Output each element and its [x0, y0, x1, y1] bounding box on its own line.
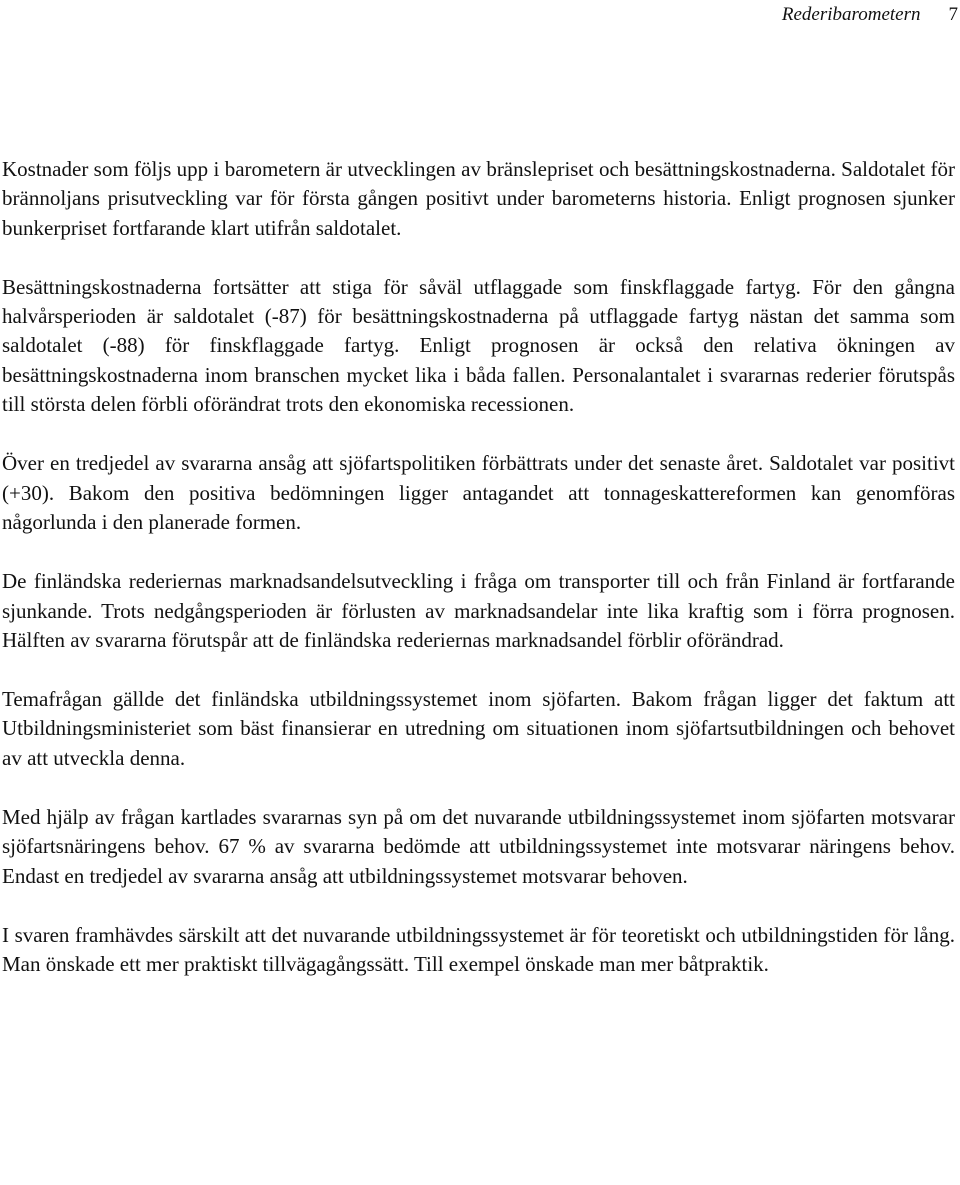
- page-header: [782, 0, 960, 30]
- paragraph-education-feedback: I svaren framhävdes särskilt att det nuvarande utbildningssystemet är för teoretiskt och utbildningstiden för lång. Man önskade ett mer praktiskt tillvägagångssätt. Till exempel önskade man mer båtpraktik.: [2, 922, 955, 977]
- paragraph-crew-costs: Besättningskostnaderna fortsätter att stiga för såväl utflaggade som finskflaggade fartyg. För den gångna halvårsperioden är saldotalet (-87) för besättningskostnaderna på utflaggade fartyg nästan det samma som saldotalet (-88) för finskflaggade fartyg. Enligt prognosen är också den relativa ökningen av besättningskostnaderna inom branschen mycket lika i båda fallen. Personalantalet i svararnas rederier förutspås till största delen förbli oförändrat trots den ekonomiska recessionen.: [2, 274, 955, 417]
- body-text: [2, 155, 955, 980]
- paragraph-theme-question: Temafrågan gällde det finländska utbildningssystemet inom sjöfarten. Bakom frågan ligger det faktum att Utbildningsministeriet som bäst finansierar en utredning om situationen inom sjöfartsutbildningen och behovet av att utveckla denna.: [2, 687, 955, 770]
- paragraph-market-share: De finländska rederiernas marknadsandelsutveckling i fråga om transporter till och från Finland är fortfarande sjunkande. Trots nedgångsperioden är förlusten av marknadsandelar inte lika kraftig som i förra prognosen. Hälften av svararna förutspår att de finländska rederiernas marknadsandel förblir oförändrad.: [2, 569, 955, 652]
- paragraph-maritime-policy: Över en tredjedel av svararna ansåg att sjöfartspolitiken förbättrats under det senaste året. Saldotalet var positivt (+30). Bakom den positiva bedömningen ligger antagandet att tonnageskattereformen kan genomföras någorlunda i den planerade formen.: [2, 451, 955, 534]
- running-title: Rederibarometern: [781, 4, 921, 25]
- paragraph-fuel-and-crew-costs: Kostnader som följs upp i barometern är utvecklingen av bränslepriset och besättningskostnaderna. Saldotalet för brännoljans prisutveckling var för första gången positivt under barometerns historia. Enligt prognosen sjunker bunkerpriset fortfarande klart utifrån saldotalet.: [2, 157, 955, 240]
- page-number: 7: [948, 4, 958, 25]
- paragraph-education-needs: Med hjälp av frågan kartlades svararnas syn på om det nuvarande utbildningssystemet inom sjöfarten motsvarar sjöfartsnäringens behov. 67 % av svararna bedömde att utbildningssystemet inte motsvarar näringens behov. Endast en tredjedel av svararna ansåg att utbildningssystemet motsvarar behoven.: [2, 805, 955, 888]
